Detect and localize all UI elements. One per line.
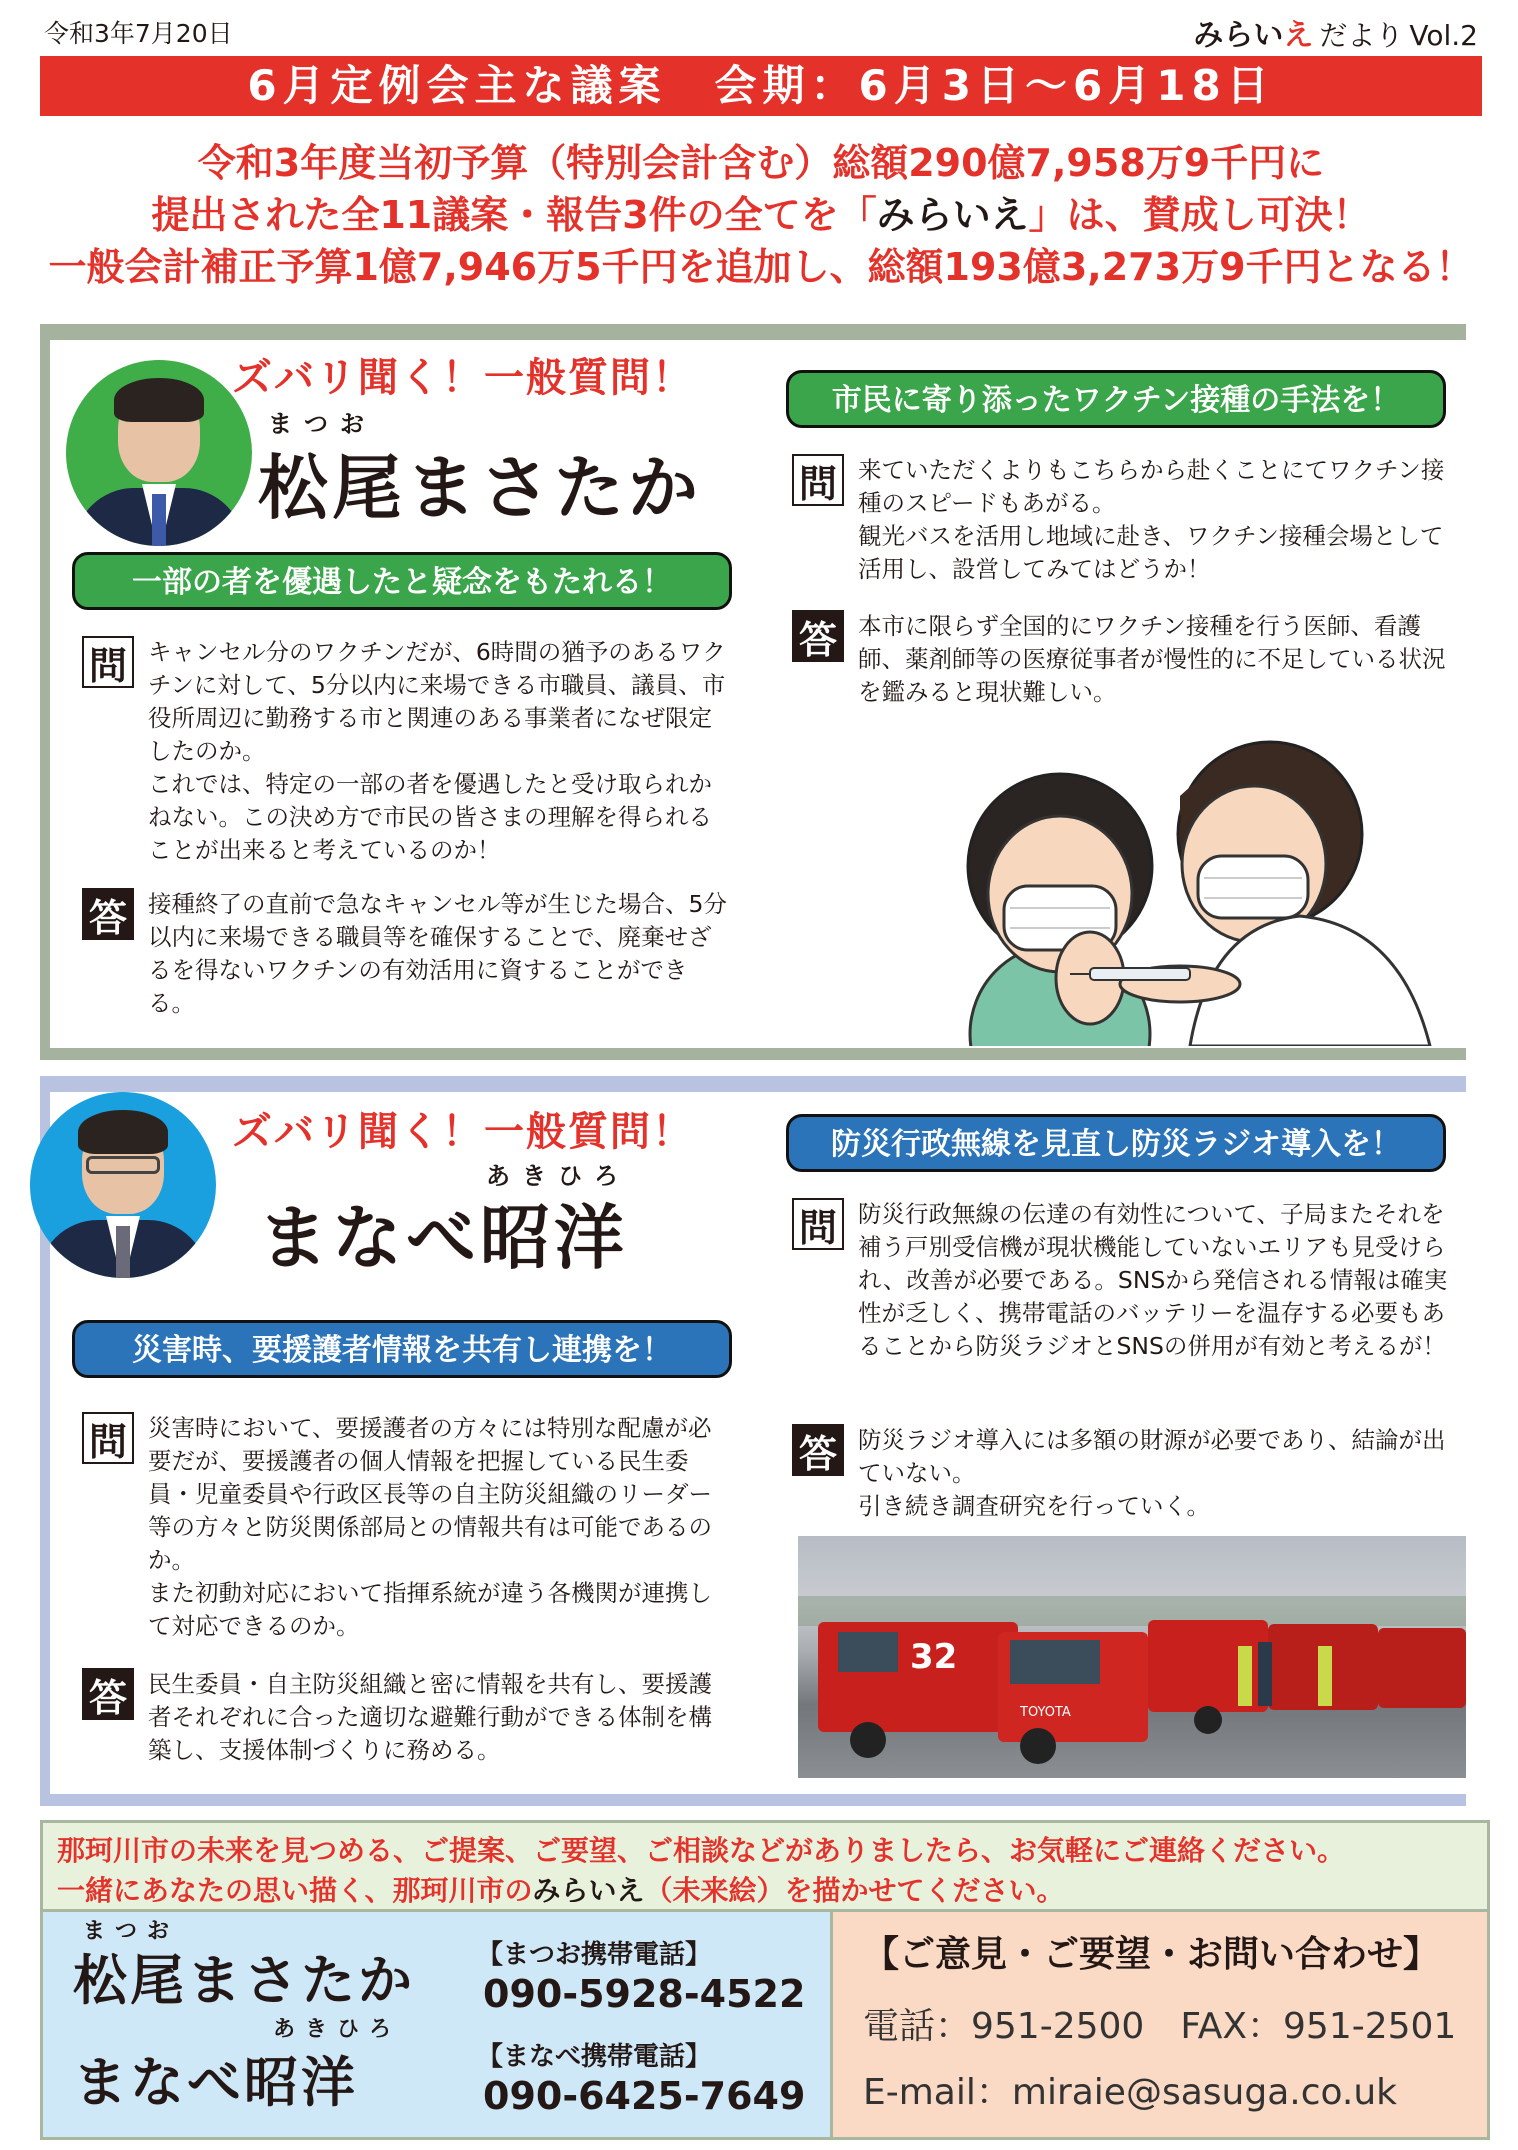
question-label: 問: [792, 454, 844, 506]
answer-label: 答: [82, 1668, 134, 1720]
brand-suffix: だより: [1319, 19, 1404, 52]
contact-ruby-matsuo: まつお: [83, 1919, 180, 1944]
newsletter-brand: [1193, 10, 1478, 54]
answer-label: 答: [792, 1424, 844, 1476]
contact-name-matsuo: 松尾まさたか: [73, 1949, 415, 2012]
contact-phone-matsuo[interactable]: 090-5928-4522: [483, 1972, 806, 2016]
contact-name-manabe: まなべ昭洋: [73, 2051, 358, 2114]
contact-section: [40, 1820, 1490, 2140]
miraie-logo: みらいえ: [1193, 18, 1314, 53]
answer-text-2: 本市に限らず全国的にワクチン接種を行う医師、看護師、薬剤師等の医療従事者が慢性的に不足している状況を鑑みると現状難しい。: [858, 612, 1446, 706]
contact-ruby-manabe: あきひろ: [273, 2017, 402, 2042]
name-ruby-matsuo: まつお: [268, 410, 376, 438]
headline-line-2-post: 」は、賛成し可決！: [1028, 193, 1371, 237]
name-manabe: まなべ昭洋: [258, 1197, 628, 1279]
answer-block-2: [792, 610, 1452, 709]
contact-label-matsuo: 【まつお携帯電話】: [477, 1940, 712, 1970]
answer-block-1: [82, 888, 732, 1020]
topic-pill-disaster-support: 災害時、要援護者情報を共有し連携を！: [72, 1320, 732, 1378]
slogan-section-1: ズバリ聞く！一般質問！: [232, 355, 694, 401]
contact-message-2-post: （未来絵）を描かせてください。: [644, 1874, 1065, 1907]
matsuo-avatar: [66, 360, 252, 546]
inquiry-email[interactable]: E-mail：miraie@sasuga.co.uk: [863, 2072, 1397, 2113]
volume-number: Vol.2: [1409, 19, 1478, 52]
headline-line-3: 一般会計補正予算1億7,946万5千円を追加し、総額193億3,273万9千円となる！: [48, 245, 1474, 289]
headline-miraie-logo: みらいえ: [876, 193, 1029, 237]
contact-message-box: [40, 1820, 1490, 1912]
manabe-avatar: [30, 1092, 216, 1278]
inquiry-title: 【ご意見・ご要望・お問い合わせ】: [863, 1934, 1440, 1975]
inquiry-box: [833, 1912, 1490, 2140]
headline-line-2: [40, 184, 1482, 239]
question-text-4: 防災行政無線の伝達の有効性について、子局またそれを補う戸別受信機が現状機能していないエリアも見受けられ、改善が必要である。SNSから発信される情報は確実性が乏しく、携帯電話のバッテリーを温存する必要もあることから防災ラジオとSNSの併用が有効と考えるが！: [858, 1200, 1448, 1360]
answer-block-4: [792, 1424, 1452, 1523]
question-label: 問: [82, 1412, 134, 1464]
inquiry-phone-fax[interactable]: 電話：951-2500 FAX：951-2501: [863, 2006, 1457, 2047]
answer-text-1: 接種終了の直前で急なキャンセル等が生じた場合、5分以内に来場できる職員等を確保することで、廃棄せざるを得ないワクチンの有効活用に資することができる。: [148, 890, 727, 1017]
name-ruby-manabe: あきひろ: [486, 1162, 630, 1190]
answer-block-3: [82, 1668, 732, 1767]
contact-miraie-logo: みらいえ: [532, 1874, 645, 1907]
session-title-bar: 6月定例会主な議案 会期：6月3日〜6月18日: [40, 56, 1482, 116]
truck-number: 32: [910, 1637, 958, 1677]
contact-phone-manabe[interactable]: 090-6425-7649: [483, 2074, 806, 2118]
answer-label: 答: [82, 888, 134, 940]
headline-line-1: 令和3年度当初予算（特別会計含む）総額290億7,958万9千円に: [197, 141, 1325, 185]
name-matsuo: 松尾まさたか: [258, 447, 702, 529]
question-block-2: [792, 454, 1452, 586]
answer-label: 答: [792, 610, 844, 662]
contact-message-2: [57, 1869, 1064, 1909]
contact-phones-box: [40, 1912, 833, 2140]
vaccination-illustration: [940, 716, 1452, 1046]
slogan-section-2: ズバリ聞く！一般質問！: [232, 1109, 694, 1155]
truck-brand: TOYOTA: [1020, 1705, 1071, 1720]
question-block-1: [82, 636, 732, 867]
fire-trucks-photo: [798, 1536, 1466, 1778]
topic-pill-disaster-radio: 防災行政無線を見直し防災ラジオ導入を！: [786, 1114, 1446, 1172]
question-label: 問: [82, 636, 134, 688]
answer-text-3: 民生委員・自主防災組織と密に情報を共有し、要援護者それぞれに合った適切な避難行動ができる体制を構築し、支援体制づくりに務める。: [148, 1670, 712, 1764]
answer-text-4: 防災ラジオ導入には多額の財源が必要であり、結論が出ていない。 引き続き調査研究を行っていく。: [858, 1426, 1446, 1520]
question-text-2: 来ていただくよりもこちらから赴くことにてワクチン接種のスピードもあがる。 観光バスを活用し地域に赴き、ワクチン接種会場として活用し、設営してみてはどうか！: [858, 456, 1445, 583]
question-text-3: 災害時において、要援護者の方々には特別な配慮が必要だが、要援護者の個人情報を把握している民生委員・児童委員や行政区長等の自主防災組織のリーダー等の方々と防災関係部局との情報共有は可能であるのか。 また初動対応において指揮系統が違う各機関が連携して対応できるのか。: [148, 1414, 712, 1640]
question-block-3: [82, 1412, 732, 1643]
headline-line-2-pre: 提出された全11議案・報告3件の全てを「: [151, 193, 877, 237]
issue-date: 令和3年7月20日: [44, 19, 233, 48]
question-label: 問: [792, 1198, 844, 1250]
topic-pill-vaccination: 市民に寄り添ったワクチン接種の手法を！: [786, 370, 1446, 428]
contact-label-manabe: 【まなべ携帯電話】: [477, 2042, 712, 2072]
contact-message-2-pre: 一緒にあなたの思い描く、那珂川市の: [57, 1874, 533, 1907]
topic-pill-favoritism: 一部の者を優遇したと疑念をもたれる！: [72, 552, 732, 610]
question-block-4: [792, 1198, 1452, 1363]
contact-message-1: 那珂川市の未来を見つめる、ご提案、ご要望、ご相談などがありましたら、お気軽にご連絡ください。: [57, 1834, 1346, 1867]
question-text-1: キャンセル分のワクチンだが、6時間の猶予のあるワクチンに対して、5分以内に来場できる市職員、議員、市役所周辺に勤務する市と関連のある事業者になぜ限定したのか。 これでは、特定の一部の者を優遇したと受け取られかねない。この決め方で市民の皆さまの理解を得られることが出来ると考えているのか！: [148, 638, 726, 864]
